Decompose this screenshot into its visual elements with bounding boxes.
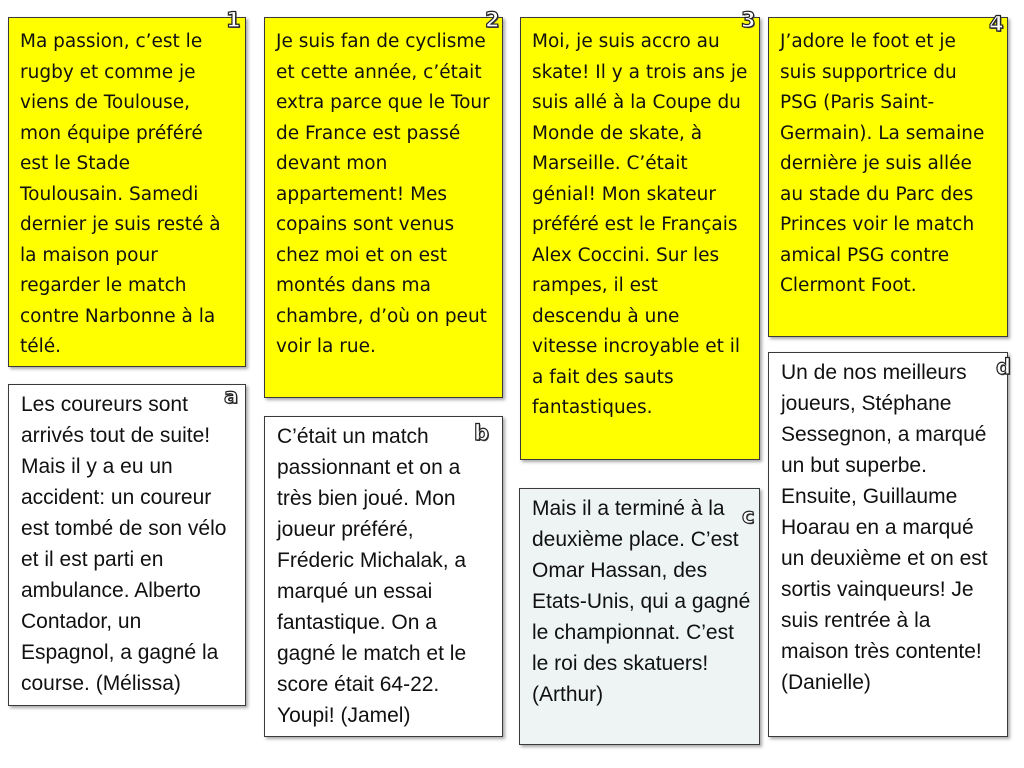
passage-label-4: 4 bbox=[989, 12, 1004, 36]
passage-label-2: 2 bbox=[485, 8, 500, 32]
ending-label-b: b bbox=[474, 421, 490, 445]
ending-text-b: C’était un match passionnant et on a très bien joué. Mon joueur préféré, Fréderic Michalak, a marqué un essai fantastique. On a gagné le match et le score était 64-22. Youpi! (Jamel) bbox=[277, 425, 467, 727]
ending-text-d: Un de nos meilleurs joueurs, Stéphane Sessegnon, a marqué un but superbe. Ensuite, Guillaume Hoarau en a marqué un deuxième et on est sortis vainqueurs! Je suis rentrée à la maison très contente! (Danielle) bbox=[781, 361, 988, 694]
passage-label-3: 3 bbox=[741, 8, 756, 32]
ending-label-d: d bbox=[996, 355, 1012, 379]
ending-card-b bbox=[264, 416, 503, 737]
passage-card-4 bbox=[768, 17, 1008, 337]
passage-card-2 bbox=[264, 17, 503, 398]
ending-text-a: Les coureurs sont arrivés tout de suite! Mais il y a eu un accident: un coureur est tombé de son vélo et il est parti en ambulance. Alberto Contador, un Espagnol, a gagné la course. (Mélissa) bbox=[21, 393, 227, 695]
passage-text-1: Ma passion, c’est le rugby et comme je viens de Toulouse, mon équipe préféré est le Stade Toulousain. Samedi dernier je suis resté à la maison pour regarder le match contre Narbonne à la télé. bbox=[20, 31, 221, 357]
ending-card-c bbox=[519, 488, 760, 745]
passage-text-2: Je suis fan de cyclisme et cette année, c’était extra parce que le Tour de France est passé devant mon appartement! Mes copains sont venus chez moi et on est montés dans ma chambre, d’où on peut voir la rue. bbox=[276, 31, 490, 357]
ending-card-d bbox=[768, 352, 1008, 737]
passage-label-1: 1 bbox=[226, 8, 241, 32]
ending-card-a bbox=[8, 384, 246, 706]
passage-text-3: Moi, je suis accro au skate! Il y a trois ans je suis allé à la Coupe du Monde de skate, à Marseille. C’était génial! Mon skateur préféré est le Français Alex Coccini. Sur les rampes, il est descendu à une vitesse incroyable et il a fait des sauts fantastiques. bbox=[532, 31, 748, 418]
passage-card-1 bbox=[8, 17, 246, 367]
ending-label-c: c bbox=[742, 504, 755, 528]
passage-text-4: J’adore le foot et je suis supportrice du PSG (Paris Saint-Germain). La semaine dernière je suis allée au stade du Parc des Princes voir le match amical PSG contre Clermont Foot. bbox=[780, 31, 985, 296]
passage-card-3 bbox=[520, 17, 760, 460]
ending-text-c: Mais il a terminé à la deuxième place. C’est Omar Hassan, des Etats-Unis, qui a gagné le championnat. C’est le roi des skatuers! (Arthur) bbox=[532, 497, 751, 706]
ending-label-a: a bbox=[224, 384, 239, 408]
